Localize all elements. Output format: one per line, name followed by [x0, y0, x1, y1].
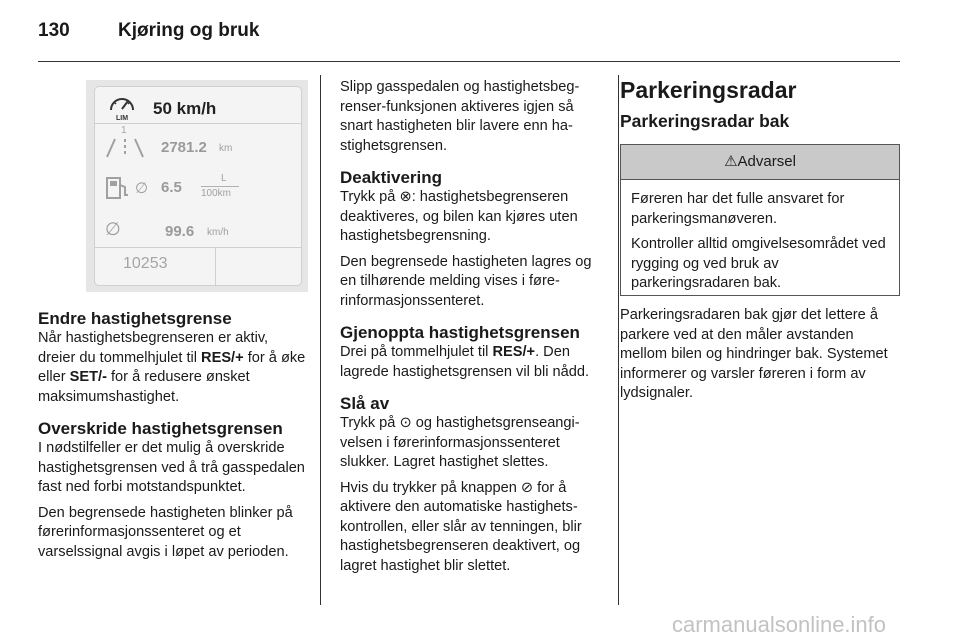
column-divider-2 — [618, 75, 619, 605]
warning-header — [621, 145, 899, 180]
column-3 — [620, 77, 900, 132]
display-separator — [95, 247, 301, 248]
paragraph: Trykk på ⊗: hastighetsbegrenseren deaktiveres, og bilen kan kjøres uten hastighetsbegrensning. — [340, 189, 578, 244]
warning-paragraph: Føreren har det fulle ansvaret for parkeringsmanøveren. — [631, 191, 845, 227]
road-icon — [105, 135, 145, 159]
section-title: Kjøring og bruk — [118, 20, 260, 41]
fuel-pump-icon — [105, 175, 131, 201]
dashboard-display-figure — [86, 80, 308, 292]
paragraph: Når hastighetsbegrenseren er aktiv, dreier du tommelhjulet til RES/+ for å øke eller SET/- for å redusere ønsket maksimumshastighet. — [38, 330, 306, 405]
display-frame — [94, 86, 302, 286]
display-digit: 1 — [121, 125, 127, 136]
column-2 — [340, 78, 606, 576]
odometer-value: 10253 — [123, 255, 168, 272]
warning-icon: ⚠ — [724, 153, 738, 170]
avg-speed-unit: km/h — [207, 227, 229, 238]
avg-speed-symbol: ∅ — [105, 219, 121, 239]
paragraph: Trykk på ⊙ og hastighetsgrenseangivelsen i førerinformasjonssenteret slukker. Lagret hastighet slettes. — [340, 415, 580, 470]
speed-limiter-icon — [107, 93, 137, 121]
paragraph: Slipp gasspedalen og hastighetsbegrenser-funksjonen aktiveres igjen så snart hastigheten blir lavere enn hastighetsgrensen. — [340, 79, 580, 154]
header-rule — [38, 61, 900, 62]
heading-switch-off: Slå av — [340, 394, 390, 413]
heading-exceed-speed-limit: Overskride hastighetsgrensen — [38, 419, 283, 438]
trip-value: 2781.2 — [161, 139, 207, 156]
heading-resume-speed-limit: Gjenoppta hastighetsgrensen — [340, 323, 580, 342]
avg-speed-value: 99.6 — [165, 223, 195, 240]
page-header — [38, 20, 259, 42]
paragraph: Den begrensede hastigheten blinker på førerinformasjonssenteret og et varselssignal avgis i løpet av perioden. — [38, 504, 293, 560]
page-number: 130 — [38, 20, 70, 41]
fuel-unit-fraction-line — [201, 186, 239, 187]
warning-box — [620, 144, 900, 296]
fuel-avg-symbol: ∅ — [135, 180, 149, 197]
fuel-unit-bottom: 100km — [201, 188, 232, 199]
cruise-control-button-icon: ⊘ — [520, 479, 534, 496]
warning-body — [621, 180, 899, 294]
display-separator — [95, 123, 301, 124]
fuel-value: 6.5 — [161, 179, 182, 196]
column-1 — [38, 308, 306, 562]
paragraph: Hvis du trykker på knappen ⊘ for å aktivere den automatiske hastighetskontrollen, eller slår av tenningen, blir hastighetsbegrenseren deaktivert, og lagret hastighet blir slettet. — [340, 479, 582, 574]
heading-deactivation: Deaktivering — [340, 168, 443, 187]
trip-unit: km — [219, 143, 233, 154]
fuel-unit-top: L — [221, 173, 227, 184]
paragraph: Parkeringsradaren bak gjør det lettere å parkere ved at den måler avstanden mellom bilen og hindringer bak. Systemet informerer og varsler føreren i form av lydsignaler. — [620, 307, 888, 401]
column-3-body — [620, 306, 900, 404]
display-separator — [215, 247, 216, 285]
paragraph: Drei på tommelhjulet til RES/+. Den lagrede hastighetsgrensen vil bli nådd. — [340, 344, 590, 380]
heading-parking-radar: Parkeringsradar — [620, 77, 797, 103]
warning-title: Advarsel — [737, 153, 796, 170]
column-divider-1 — [320, 75, 321, 605]
heading-rear-parking-radar: Parkeringsradar bak — [620, 111, 790, 131]
watermark: carmanualsonline.info — [672, 612, 887, 637]
speed-limiter-button-icon: ⊙ — [399, 415, 412, 431]
paragraph: I nødstilfeller er det mulig å overskride hastighetsgrensen ved å trå gasspedalen fast ned forbi motstandspunktet. — [38, 440, 305, 495]
deactivate-button-icon: ⊗ — [399, 189, 412, 205]
speed-limit-value: 50 km/h — [153, 99, 217, 118]
paragraph: Den begrensede hastigheten lagres og en tilhørende melding vises i førerinformasjonssenteret. — [340, 253, 592, 309]
svg-text:LIM: LIM — [116, 115, 129, 121]
warning-paragraph: Kontroller alltid omgivelsesområdet ved rygging og ved bruk av parkeringsradaren bak. — [631, 236, 886, 291]
heading-change-speed-limit: Endre hastighetsgrense — [38, 309, 232, 328]
